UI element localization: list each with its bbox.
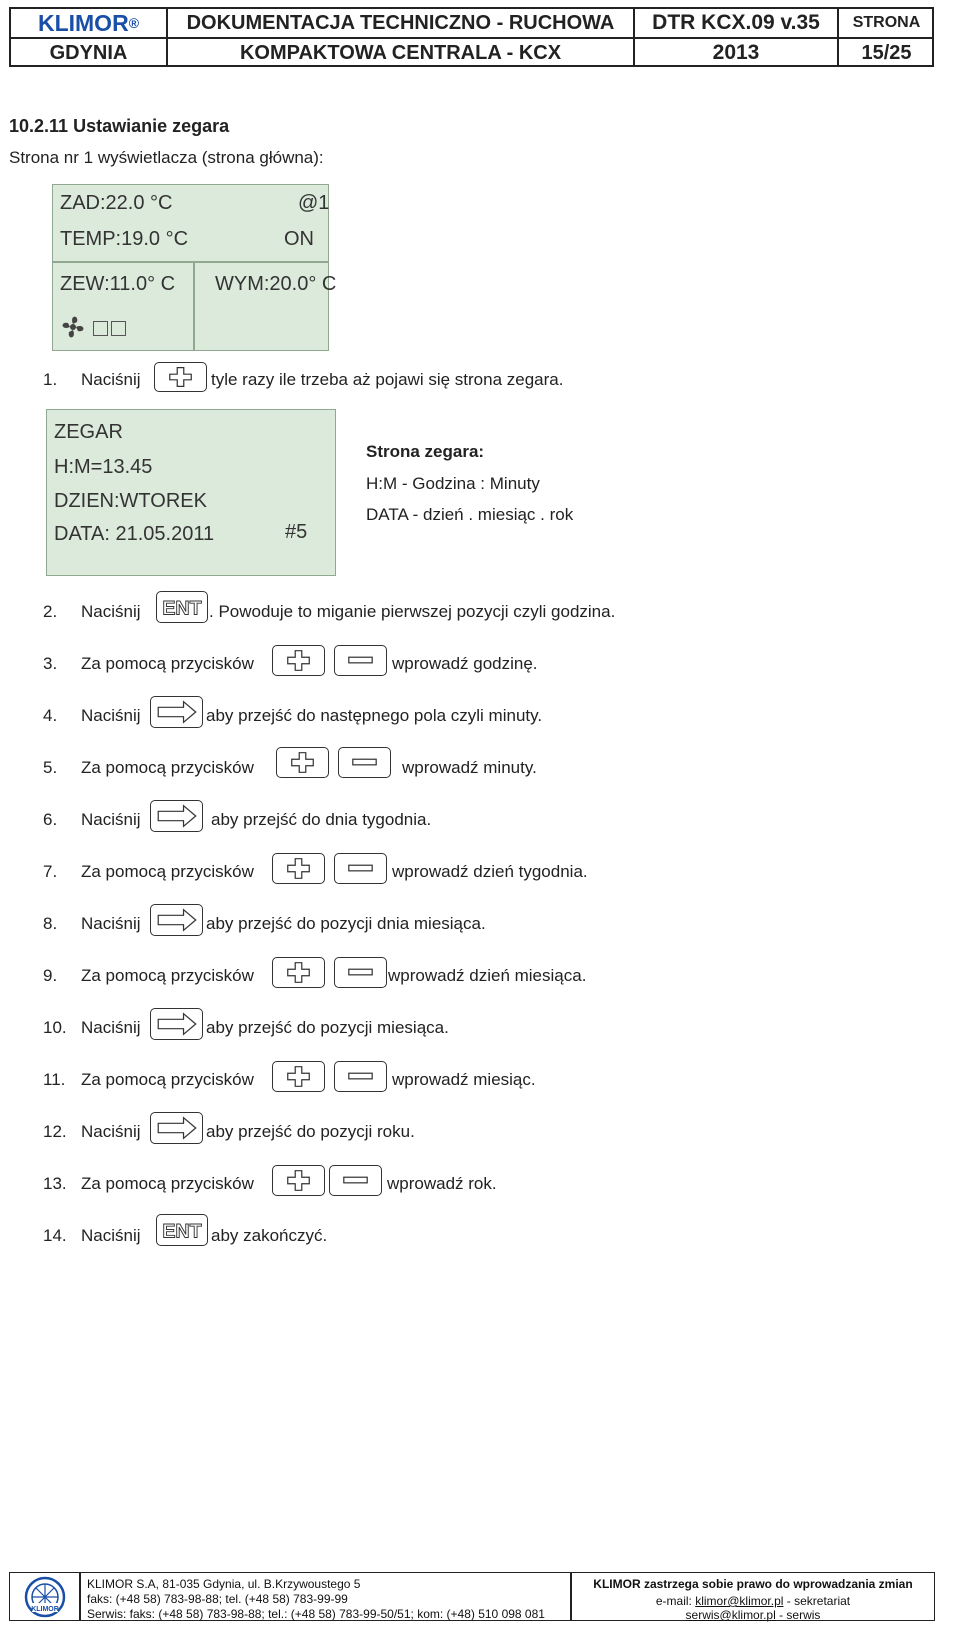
step-text: aby przejść do pozycji miesiąca.	[206, 1018, 449, 1037]
city: GDYNIA	[49, 41, 128, 64]
step-number: 7.	[43, 862, 58, 881]
lcd-clock-title: ZEGAR	[54, 421, 123, 443]
step-text: Za pomocą przycisków	[81, 654, 254, 673]
plus-icon	[277, 748, 328, 777]
minus-button[interactable]	[334, 957, 387, 988]
lcd-clock-date: DATA: 21.05.2011	[54, 523, 215, 545]
ent-label: ENT	[162, 597, 202, 620]
step-text: aby przejść do dnia tygodnia.	[211, 810, 432, 829]
step-number: 6.	[43, 810, 58, 829]
arrow-right-icon	[151, 801, 202, 831]
step-text: tyle razy ile trzeba aż pojawi się strona zegara.	[211, 370, 564, 389]
plus-button[interactable]	[154, 362, 207, 392]
plus-button[interactable]	[272, 1061, 325, 1092]
step-text: Za pomocą przycisków	[81, 1174, 254, 1193]
step-text: aby przejść do pozycji dnia miesiąca.	[206, 914, 486, 933]
page-number: 15/25	[861, 41, 912, 64]
step-number: 13.	[43, 1174, 67, 1193]
step-number: 14.	[43, 1226, 67, 1245]
lcd-clock-time: H:M=13.45	[54, 456, 153, 478]
minus-button[interactable]	[329, 1165, 382, 1196]
product-name: KOMPAKTOWA CENTRALA - KCX	[239, 41, 562, 64]
plus-icon	[155, 363, 206, 391]
plus-button[interactable]	[276, 747, 329, 778]
step-text: aby przejść do następnego pola czyli minuty.	[206, 706, 543, 725]
brand-name: KLIMOR	[37, 9, 129, 36]
plus-icon	[273, 958, 324, 987]
ent-label: ENT	[162, 1220, 202, 1243]
lcd-outdoor-temp: ZEW:11.0° C	[60, 273, 176, 295]
section-title: 10.2.11 Ustawianie zegara	[9, 116, 230, 136]
footer-service: Serwis: faks: (+48 58) 783-98-88; tel.: (+48 58) 783-99-50/51; kom: (+48) 510 098 081	[87, 1607, 545, 1621]
plus-icon	[273, 1062, 324, 1091]
plus-button[interactable]	[272, 1165, 325, 1196]
lcd-temperature: TEMP:19.0 °C	[60, 228, 189, 250]
page-label: STRONA	[852, 14, 921, 31]
arrow-right-icon	[151, 1113, 202, 1143]
minus-button[interactable]	[338, 747, 391, 778]
plus-icon	[273, 1166, 324, 1195]
footer-contact-box	[80, 1572, 571, 1621]
step-text: Naciśnij	[81, 706, 141, 725]
brand-logo-text	[11, 9, 166, 37]
step-text: wprowadź godzinę.	[392, 654, 538, 673]
step-text: wprowadź dzień miesiąca.	[388, 966, 587, 985]
step-text: Naciśnij	[81, 914, 141, 933]
minus-icon	[335, 1062, 386, 1091]
plus-icon	[273, 854, 324, 883]
step-number: 11.	[43, 1070, 66, 1089]
footer-logo-box	[9, 1572, 80, 1621]
minus-icon	[335, 646, 386, 675]
lcd-indicator-box	[93, 321, 108, 336]
registered-mark: ®	[128, 15, 140, 31]
step-text: wprowadź miesiąc.	[392, 1070, 536, 1089]
legend-line: DATA - dzień . miesiąc . rok	[366, 505, 574, 524]
next-arrow-button[interactable]	[150, 904, 203, 936]
lcd-clock-page	[46, 409, 336, 576]
minus-button[interactable]	[334, 1061, 387, 1092]
arrow-right-icon	[151, 697, 202, 727]
logo-text: KLIMOR	[31, 1606, 59, 1613]
step-number: 1.	[43, 370, 58, 389]
step-number: 9.	[43, 966, 58, 985]
doc-title: DOKUMENTACJA TECHNICZNO - RUCHOWA	[186, 11, 615, 34]
next-arrow-button[interactable]	[150, 1112, 203, 1144]
step-text: Za pomocą przycisków	[81, 758, 254, 777]
lcd-address: @1	[298, 192, 330, 214]
step-text: Za pomocą przycisków	[81, 862, 254, 881]
legend-line: H:M - Godzina : Minuty	[366, 474, 540, 493]
lcd-indicator-box	[111, 321, 126, 336]
lcd-status: ON	[284, 228, 314, 250]
next-arrow-button[interactable]	[150, 1008, 203, 1040]
footer-rights: KLIMOR zastrzega sobie prawo do wprowadzania zmian	[593, 1577, 913, 1591]
footer-fax: faks: (+48 58) 783-98-88; tel. (+48 58) 783-99-99	[87, 1592, 348, 1606]
lcd-setpoint: ZAD:22.0 °C	[60, 192, 173, 214]
next-arrow-button[interactable]	[150, 696, 203, 728]
arrow-right-icon	[151, 905, 202, 935]
fan-icon	[59, 313, 87, 341]
step-text: Naciśnij	[81, 370, 141, 389]
minus-icon	[335, 958, 386, 987]
email-service-label: - serwis	[779, 1608, 821, 1622]
plus-icon	[273, 646, 324, 675]
step-text: . Powoduje to miganie pierwszej pozycji czyli godzina.	[209, 602, 616, 621]
email-prefix: e-mail:	[655, 1594, 692, 1608]
next-arrow-button[interactable]	[150, 800, 203, 832]
minus-icon	[335, 854, 386, 883]
footer-service-email-line	[572, 1608, 934, 1622]
minus-button[interactable]	[334, 645, 387, 676]
klimor-logo-icon	[18, 1575, 72, 1619]
step-text: Za pomocą przycisków	[81, 966, 254, 985]
legend-title: Strona zegara:	[366, 442, 485, 461]
plus-button[interactable]	[272, 853, 325, 884]
step-text: Naciśnij	[81, 1122, 141, 1141]
minus-icon	[339, 748, 390, 777]
minus-button[interactable]	[334, 853, 387, 884]
doc-code: DTR KCX.09 v.35	[652, 11, 820, 34]
email-office-label: - sekretariat	[786, 1594, 851, 1608]
plus-button[interactable]	[272, 957, 325, 988]
document-header	[9, 7, 934, 67]
arrow-right-icon	[151, 1009, 202, 1039]
step-text: aby zakończyć.	[211, 1226, 328, 1245]
step-text: Naciśnij	[81, 602, 141, 621]
lcd-divider	[53, 261, 328, 263]
lcd-page-number: #5	[285, 521, 308, 543]
step-number: 4.	[43, 706, 58, 725]
step-text: wprowadź minuty.	[402, 758, 537, 777]
step-number: 2.	[43, 602, 58, 621]
step-text: aby przejść do pozycji roku.	[206, 1122, 415, 1141]
step-text: Naciśnij	[81, 810, 141, 829]
step-number: 8.	[43, 914, 58, 933]
section-intro: Strona nr 1 wyświetlacza (strona główna):	[9, 148, 324, 167]
plus-button[interactable]	[272, 645, 325, 676]
minus-icon	[330, 1166, 381, 1195]
footer-rights-box	[571, 1572, 935, 1621]
step-number: 5.	[43, 758, 58, 777]
footer-address: KLIMOR S.A, 81-035 Gdynia, ul. B.Krzywoustego 5	[87, 1577, 361, 1591]
step-text: Za pomocą przycisków	[81, 1070, 254, 1089]
year: 2013	[712, 41, 760, 64]
footer-email-line	[572, 1594, 934, 1608]
ent-button[interactable]	[156, 591, 208, 623]
ent-icon	[157, 592, 207, 622]
email-link-office[interactable]: klimor@klimor.pl	[695, 1594, 784, 1608]
step-text: Naciśnij	[81, 1226, 141, 1245]
lcd-divider	[193, 261, 195, 350]
lcd-main-page	[52, 184, 337, 351]
step-text: wprowadź dzień tygodnia.	[392, 862, 588, 881]
step-number: 12.	[43, 1122, 67, 1141]
step-text: Naciśnij	[81, 1018, 141, 1037]
step-number: 10.	[43, 1018, 67, 1037]
lcd-clock-day: DZIEN:WTOREK	[54, 490, 207, 512]
ent-icon	[157, 1215, 207, 1245]
ent-button[interactable]	[156, 1214, 208, 1246]
email-link-service[interactable]: serwis@klimor.pl	[685, 1608, 776, 1622]
lcd-exchanger-temp: WYM:20.0° C	[215, 273, 337, 295]
step-text: wprowadź rok.	[387, 1174, 497, 1193]
step-number: 3.	[43, 654, 58, 673]
